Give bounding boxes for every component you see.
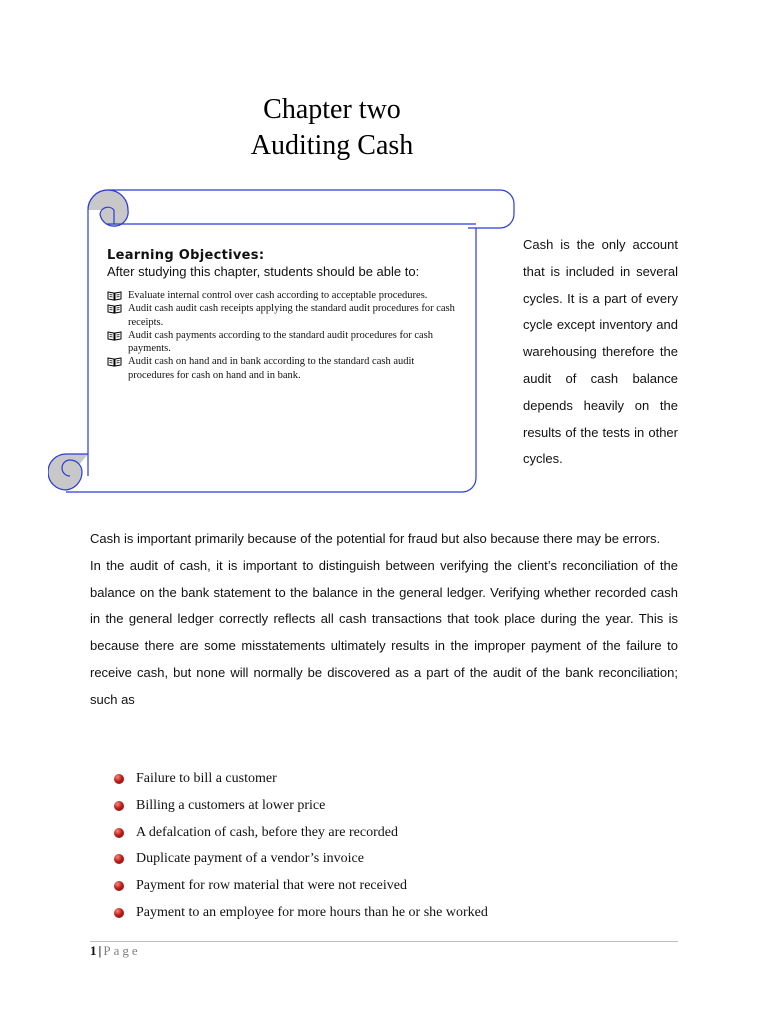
list-item-text: A defalcation of cash, before they are recorded bbox=[136, 824, 398, 840]
page-label: Page bbox=[103, 943, 141, 958]
open-book-icon bbox=[107, 290, 122, 301]
list-item bbox=[113, 766, 488, 793]
objectives-heading: Learning Objectives: bbox=[107, 248, 265, 263]
objectives-list bbox=[107, 289, 455, 382]
paragraph: Cash is important primarily because of the potential for fraud but also because there may be errors. bbox=[90, 531, 661, 546]
open-book-icon bbox=[107, 303, 122, 314]
bullet-icon bbox=[114, 881, 124, 891]
paragraph: In the audit of cash, it is important to distinguish between verifying the client’s reconciliation of the balance on the bank statement to the balance in the general ledger. Verifying whether recorded cash in the general ledger correctly reflects all cash transactions that took place during the year. This is because there are some misstatements ultimately results in the improper payment of the failure to receive cash, but none will normally be discovered as a part of the audit of the bank reconciliation; such as bbox=[90, 557, 678, 707]
list-item-text: Duplicate payment of a vendor’s invoice bbox=[136, 851, 364, 867]
bullet-icon bbox=[114, 828, 124, 838]
objective-item bbox=[107, 355, 455, 382]
bullet-list bbox=[113, 766, 488, 927]
scroll-bottom-curl bbox=[48, 454, 88, 490]
objective-text: Audit cash on hand and in bank according to the standard cash audit procedures for cash on hand and in bank. bbox=[128, 356, 415, 381]
bullet-icon bbox=[114, 854, 124, 864]
list-item-text: Payment to an employee for more hours than he or she worked bbox=[136, 904, 488, 920]
list-item-text: Payment for row material that were not received bbox=[136, 878, 407, 894]
list-item bbox=[113, 793, 488, 820]
list-item-text: Billing a customers at lower price bbox=[136, 797, 326, 813]
scroll-top-curl bbox=[88, 190, 476, 226]
open-book-icon bbox=[107, 356, 122, 367]
objective-text: Audit cash payments according to the standard audit procedures for cash payments. bbox=[128, 329, 433, 355]
objectives-intro: After studying this chapter, students should be able to: bbox=[107, 264, 420, 279]
objective-text: Audit cash audit cash receipts applying the standard audit procedures for cash receipts. bbox=[128, 303, 455, 328]
body-text bbox=[90, 526, 678, 714]
page-footer bbox=[90, 943, 141, 959]
learning-objectives bbox=[107, 248, 455, 382]
bullet-icon bbox=[114, 774, 124, 784]
bullet-icon bbox=[114, 801, 124, 811]
side-paragraph: Cash is the only account that is included in several cycles. It is a part of every cycle except inventory and warehousing therefore the audit of cash balance depends heavily on the results of the tests in other cycles. bbox=[523, 237, 678, 467]
objective-item bbox=[107, 302, 455, 329]
open-book-icon bbox=[107, 330, 122, 341]
footer-separator: | bbox=[98, 943, 102, 958]
chapter-subtitle: Auditing Cash bbox=[250, 130, 414, 161]
list-item bbox=[113, 820, 488, 847]
list-item bbox=[113, 873, 488, 900]
objective-item bbox=[107, 289, 455, 302]
bullet-icon bbox=[114, 908, 124, 918]
chapter-title: Chapter two bbox=[263, 94, 401, 125]
footer-divider bbox=[90, 941, 678, 942]
objective-text: Evaluate internal control over cash according to acceptable procedures. bbox=[128, 290, 428, 301]
list-item bbox=[113, 900, 488, 927]
objective-item bbox=[107, 329, 455, 356]
list-item bbox=[113, 846, 488, 873]
page-number: 1 bbox=[90, 943, 97, 958]
list-item-text: Failure to bill a customer bbox=[136, 771, 277, 786]
